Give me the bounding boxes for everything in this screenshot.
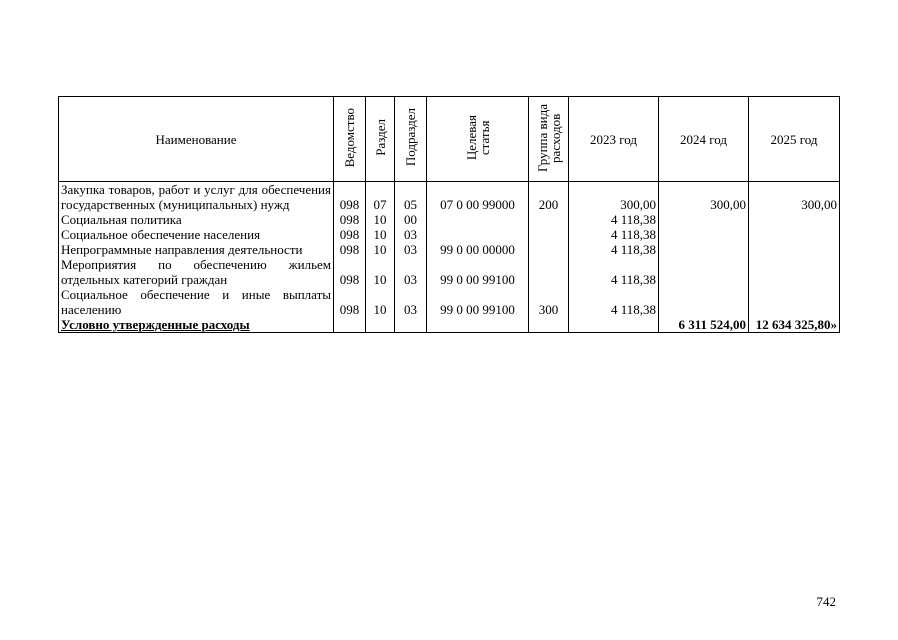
row-name: Социальная политика <box>59 212 334 227</box>
row-department: 098 <box>334 257 366 287</box>
row-2025: 12 634 325,80» <box>749 317 840 333</box>
row-subsection: 03 <box>395 257 427 287</box>
row-target: 99 0 00 00000 <box>427 242 529 257</box>
row-target: 07 0 00 99000 <box>427 182 529 213</box>
table-row <box>59 227 840 242</box>
row-2023: 4 118,38 <box>569 227 659 242</box>
header-subsection: Подраздел <box>395 97 427 182</box>
header-2023: 2023 год <box>569 97 659 182</box>
row-name: Мероприятия по обеспечению жильем отдельных категорий граждан <box>59 257 334 287</box>
row-department <box>334 317 366 333</box>
row-name: Условно утвержденные расходы <box>59 317 334 333</box>
row-2025 <box>749 242 840 257</box>
header-department: Ведомство <box>334 97 366 182</box>
row-2025: 300,00 <box>749 182 840 213</box>
row-section <box>366 317 395 333</box>
row-2024 <box>659 227 749 242</box>
table-row <box>59 182 840 213</box>
row-2024 <box>659 287 749 317</box>
row-group: 200 <box>529 182 569 213</box>
row-name: Социальное обеспечение и иные выплаты населению <box>59 287 334 317</box>
row-department: 098 <box>334 212 366 227</box>
budget-table <box>58 96 840 333</box>
row-department: 098 <box>334 287 366 317</box>
row-section: 07 <box>366 182 395 213</box>
row-subsection: 03 <box>395 242 427 257</box>
row-2025 <box>749 212 840 227</box>
header-2025: 2025 год <box>749 97 840 182</box>
row-name: Закупка товаров, работ и услуг для обеспечения государственных (муниципальных) нужд <box>59 182 334 213</box>
row-2025 <box>749 257 840 287</box>
row-section: 10 <box>366 242 395 257</box>
table-row <box>59 242 840 257</box>
row-section: 10 <box>366 227 395 242</box>
row-2023: 4 118,38 <box>569 287 659 317</box>
header-2024: 2024 год <box>659 97 749 182</box>
row-2023: 4 118,38 <box>569 257 659 287</box>
row-section: 10 <box>366 287 395 317</box>
header-target: Целевая статья <box>427 97 529 182</box>
header-name: Наименование <box>59 97 334 182</box>
row-subsection: 05 <box>395 182 427 213</box>
table-row <box>59 212 840 227</box>
row-2025 <box>749 227 840 242</box>
row-department: 098 <box>334 182 366 213</box>
row-group <box>529 317 569 333</box>
row-subsection: 03 <box>395 287 427 317</box>
row-2024: 6 311 524,00 <box>659 317 749 333</box>
row-2023: 4 118,38 <box>569 212 659 227</box>
row-target <box>427 212 529 227</box>
row-2024: 300,00 <box>659 182 749 213</box>
row-target <box>427 227 529 242</box>
row-group <box>529 242 569 257</box>
row-2024 <box>659 242 749 257</box>
row-2023 <box>569 317 659 333</box>
table-row <box>59 257 840 287</box>
page-number: 742 <box>816 594 836 609</box>
row-2024 <box>659 257 749 287</box>
row-target <box>427 317 529 333</box>
row-2023: 4 118,38 <box>569 242 659 257</box>
row-section: 10 <box>366 257 395 287</box>
table-row <box>59 287 840 317</box>
row-2023: 300,00 <box>569 182 659 213</box>
row-2025 <box>749 287 840 317</box>
row-group <box>529 212 569 227</box>
header-expense-group: Группа вида расходов <box>529 97 569 182</box>
row-name: Непрограммные направления деятельности <box>59 242 334 257</box>
row-group <box>529 257 569 287</box>
row-2024 <box>659 212 749 227</box>
header-section: Раздел <box>366 97 395 182</box>
row-name: Социальное обеспечение населения <box>59 227 334 242</box>
row-department: 098 <box>334 242 366 257</box>
row-section: 10 <box>366 212 395 227</box>
row-subsection: 00 <box>395 212 427 227</box>
row-target: 99 0 00 99100 <box>427 287 529 317</box>
row-department: 098 <box>334 227 366 242</box>
row-subsection: 03 <box>395 227 427 242</box>
row-group: 300 <box>529 287 569 317</box>
row-subsection <box>395 317 427 333</box>
table-header-row <box>59 97 840 182</box>
table-row-total <box>59 317 840 333</box>
row-group <box>529 227 569 242</box>
row-target: 99 0 00 99100 <box>427 257 529 287</box>
